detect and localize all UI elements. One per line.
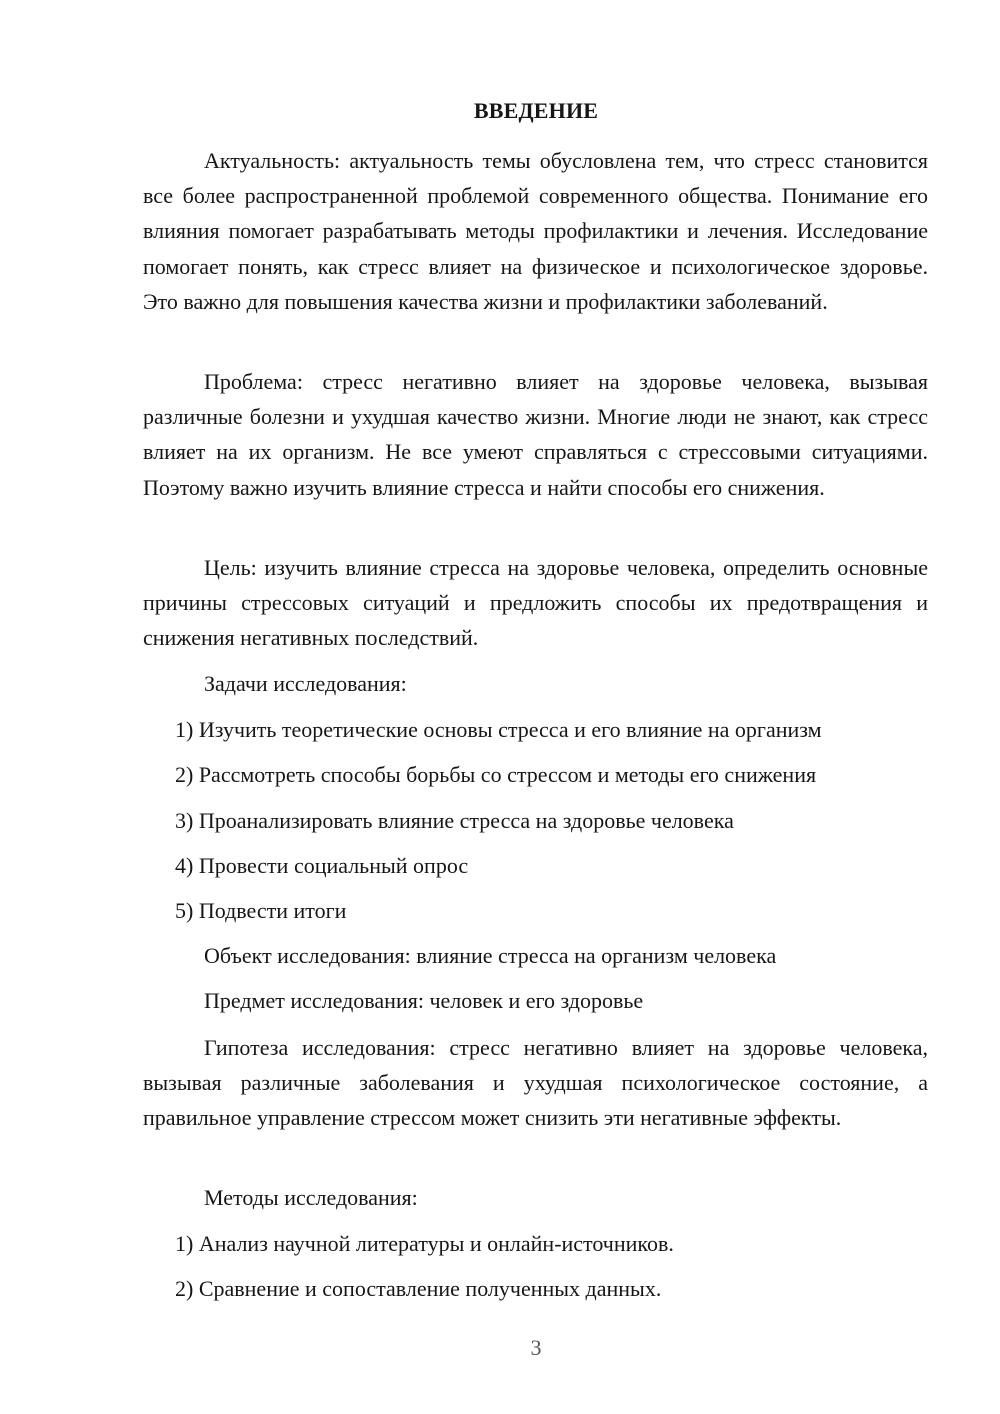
page-number: 3	[530, 1335, 542, 1360]
task-item-2: 2) Рассмотреть способы борьбы со стрессом и методы его снижения	[175, 762, 817, 787]
paragraph-problem: Проблема: стресс негативно влияет на здоровье человека, вызывая различные болезни и ухудшая качество жизни. Многие люди не знают, как стресс влияет на их организм. Не все умеют справляться с стрессовыми ситуациями. Поэтому важно изучить влияние стресса и найти способы его снижения.	[143, 369, 928, 500]
tasks-heading: Задачи исследования:	[204, 671, 407, 696]
task-item-4: 4) Провести социальный опрос	[175, 853, 469, 878]
methods-heading: Методы исследования:	[204, 1185, 418, 1210]
task-item-1: 1) Изучить теоретические основы стресса и его влияние на организм	[175, 717, 822, 742]
paragraph-goal: Цель: изучить влияние стресса на здоровье человека, определить основные причины стрессовых ситуаций и предложить способы их предотвращения и снижения негативных последствий.	[143, 555, 928, 651]
paragraph-relevance: Актуальность: актуальность темы обусловлена тем, что стресс становится все более распространенной проблемой современного общества. Понимание его влияния помогает разрабатывать методы профилактики и лечения. Исследование помогает понять, как стресс влияет на физическое и психологическое здоровье. Это важно для повышения качества жизни и профилактики заболеваний.	[143, 148, 928, 314]
research-subject: Предмет исследования: человек и его здоровье	[204, 988, 644, 1013]
paragraph-hypothesis: Гипотеза исследования: стресс негативно влияет на здоровье человека, вызывая различные заболевания и ухудшая психологическое состояние, а правильное управление стрессом может снизить эти негативные эффекты.	[143, 1035, 928, 1131]
research-object: Объект исследования: влияние стресса на организм человека	[204, 943, 777, 968]
task-item-3: 3) Проанализировать влияние стресса на здоровье человека	[175, 808, 734, 833]
method-item-2: 2) Сравнение и сопоставление полученных данных.	[175, 1276, 662, 1301]
page-title: ВВЕДЕНИЕ	[473, 98, 599, 123]
method-item-1: 1) Анализ научной литературы и онлайн-источников.	[175, 1231, 674, 1256]
task-item-5: 5) Подвести итоги	[175, 898, 347, 923]
